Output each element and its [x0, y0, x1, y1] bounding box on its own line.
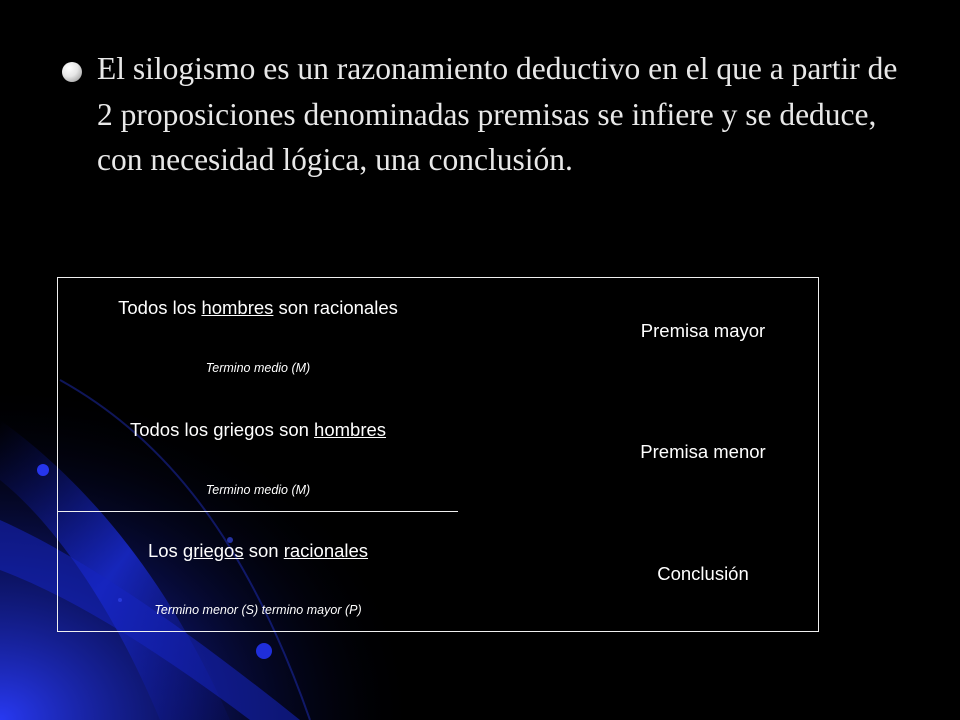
major-premise-text: Todos los [118, 297, 202, 318]
conclusion-label: Conclusión [657, 563, 749, 584]
major-premise-text: son racionales [273, 297, 398, 318]
major-premise-label: Premisa mayor [640, 320, 766, 341]
minor-term: griegos [182, 540, 244, 561]
middle-term: hombres [314, 419, 387, 440]
minor-premise-note: Termino medio (M) [205, 483, 311, 497]
minor-premise-label: Premisa menor [640, 441, 766, 462]
syllogism-box [57, 277, 819, 632]
conclusion-note: Termino menor (S) termino mayor (P) [154, 603, 362, 617]
bullet-dot-icon [62, 62, 82, 82]
middle-term: hombres [201, 297, 274, 318]
conclusion-statement [58, 540, 458, 562]
minor-premise-text: Todos los griegos son [129, 419, 315, 440]
minor-premise-statement [58, 419, 458, 441]
conclusion-text: Los [147, 540, 183, 561]
bullet-point [60, 46, 900, 183]
major-premise-statement [58, 297, 458, 319]
major-term: racionales [283, 540, 369, 561]
conclusion-text: son [243, 540, 284, 561]
bullet-text: El silogismo es un razonamiento deductivo en el que a partir de 2 proposiciones denominadas premisas se infiere y se deduce, con necesidad lógica, una conclusión. [97, 51, 898, 177]
conclusion-divider [58, 511, 458, 512]
major-premise-note: Termino medio (M) [205, 361, 311, 375]
